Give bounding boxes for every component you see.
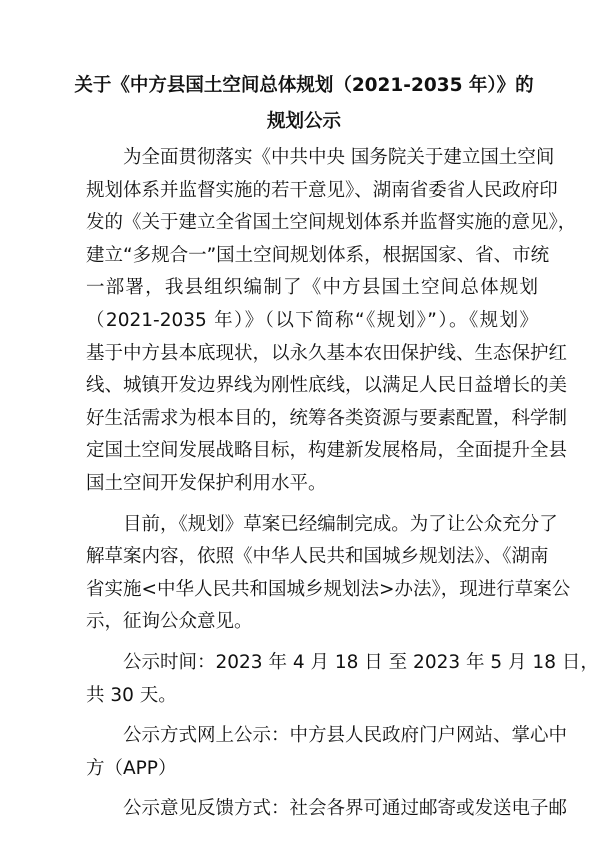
text-line: 方（APP） [86, 757, 177, 779]
document-title [70, 68, 538, 140]
text-line: 定国土空间发展战略目标，构建新发展格局，全面提升全县 [86, 440, 568, 462]
text-line: 示，征询公众意见。 [86, 611, 253, 633]
text-line: 一部署，我县组织编制了《中方县国土空间总体规划 [86, 277, 538, 299]
paragraph-method [86, 720, 568, 785]
paragraph-period [86, 647, 599, 712]
text-line: 省实施<中华人民共和国城乡规划法>办法》，现进行草案公 [86, 578, 571, 600]
text-line: 国土空间开发保护利用水平。 [86, 472, 327, 494]
text-line: 公示意见反馈方式：社会各界可通过邮寄或发送电子邮 [123, 798, 568, 820]
paragraph-feedback [86, 793, 568, 826]
paragraph-status [86, 509, 571, 639]
title-line-1: 关于《中方县国土空间总体规划（2021-2035 年）》的 [74, 75, 534, 96]
text-line: 线、城镇开发边界线为刚性底线，以满足人民日益增长的美 [86, 375, 568, 397]
text-line: 发的《关于建立全省国土空间规划体系并监督实施的意见》， [86, 212, 577, 234]
title-line-2: 规划公示 [266, 111, 341, 132]
text-line: 规划体系并监督实施的若干意见》、湖南省委省人民政府印 [86, 179, 558, 201]
text-line: 基于中方县本底现状，以永久基本农田保护线、生态保护红 [86, 342, 568, 364]
text-line: 好生活需求为根本目的，统筹各类资源与要素配置，科学制 [86, 407, 568, 429]
text-line: 共 30 天。 [86, 684, 177, 706]
text-line: 建立“多规合一”国土空间规划体系，根据国家、省、市统 [86, 244, 550, 266]
text-line: 为全面贯彻落实《中共中央 国务院关于建立国土空间 [123, 147, 555, 168]
text-line: 公示时间：2023 年 4 月 18 日 至 2023 年 5 月 18 日， [123, 651, 599, 673]
text-line: 公示方式网上公示：中方县人民政府门户网站、掌心中 [123, 725, 568, 747]
text-line: 目前，《规划》草案已经编制完成。为了让公众充分了 [123, 513, 558, 535]
paragraph-intro [86, 142, 577, 501]
text-line: 解草案内容，依照《中华人民共和国城乡规划法》、《湖南 [86, 546, 549, 568]
text-line: （2021-2035 年）》（以下简称“《规划》”）。《规划》 [86, 309, 538, 331]
